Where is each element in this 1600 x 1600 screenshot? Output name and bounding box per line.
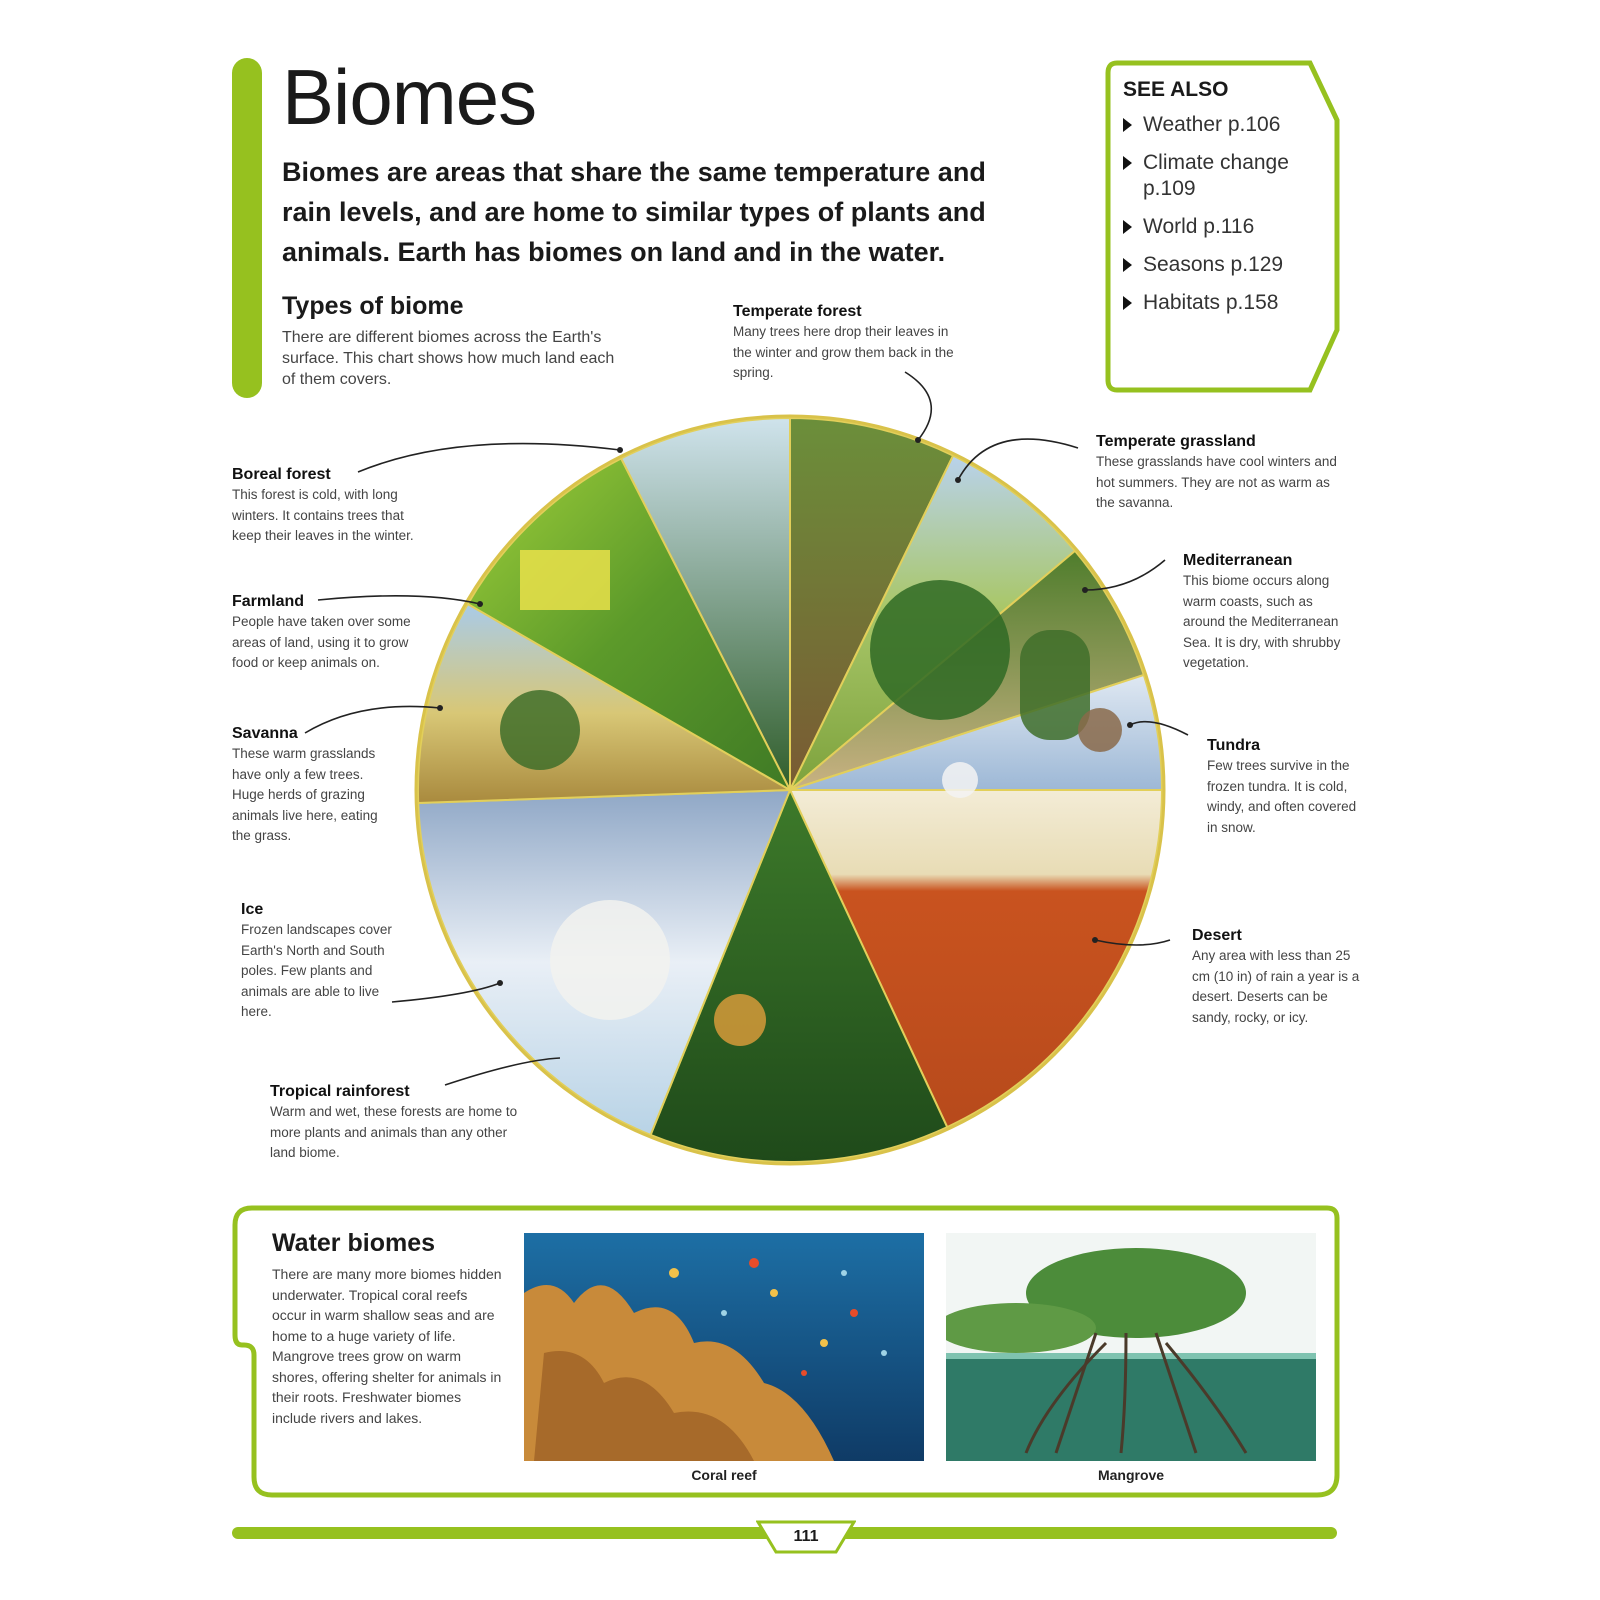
biome-text: People have taken over some areas of land, using it to grow food or keep animals on. xyxy=(232,614,411,670)
types-heading: Types of biome xyxy=(282,292,464,320)
antelope-shape xyxy=(942,762,978,798)
intro-text: Biomes are areas that share the same temperature and rain levels, and are home to similar types of plants and animals. Earth has biomes on land and in the water. xyxy=(282,157,986,267)
see-also-box xyxy=(1105,60,1335,395)
mangrove-caption: Mangrove xyxy=(1097,1467,1165,1483)
acacia-tree-shape xyxy=(500,690,580,770)
water-biomes-panel xyxy=(232,1205,1342,1505)
see-also-link[interactable]: Weather p.106 xyxy=(1119,112,1319,138)
biome-text: This biome occurs along warm coasts, such as around the Mediterranean Sea. It is dry, with shrubby vegetation. xyxy=(1183,573,1341,670)
biome-name: Mediterranean xyxy=(1183,552,1293,569)
see-also-link[interactable]: World p.116 xyxy=(1119,214,1319,240)
arrow-right-icon xyxy=(1123,118,1132,132)
field-shape xyxy=(520,550,610,610)
title-accent-bar xyxy=(232,58,262,398)
biome-text: These warm grasslands have only a few trees. Huge herds of grazing animals live here, eating the grass. xyxy=(232,746,378,843)
water-text-block xyxy=(272,1229,502,1428)
biome-text: These grasslands have cool winters and hot summers. They are not as warm as the savanna. xyxy=(1096,454,1337,510)
reindeer-shape xyxy=(1078,708,1122,752)
biome-name: Tropical rainforest xyxy=(270,1083,410,1100)
water-text: There are many more biomes hidden underwater. Tropical coral reefs occur in warm shallow seas and are home to a huge variety of life. Mangrove trees grow on warm shores, offering shelter for animals in their roots. Freshwater biomes include rivers and lakes. xyxy=(272,1266,502,1426)
biome-name: Temperate forest xyxy=(733,303,862,320)
see-also-link[interactable]: Seasons p.129 xyxy=(1119,252,1319,278)
polar-bear-shape xyxy=(550,900,670,1020)
biome-name: Savanna xyxy=(232,725,298,742)
types-section xyxy=(282,292,627,390)
label-desert xyxy=(1192,926,1367,1028)
types-text: There are different biomes across the Earth's surface. This chart shows how much land each of them covers. xyxy=(282,329,615,388)
biome-text: Warm and wet, these forests are home to more plants and animals than any other land biome. xyxy=(270,1104,518,1160)
biome-text: Frozen landscapes cover Earth's North and South poles. Few plants and animals are able to live here. xyxy=(241,922,392,1019)
arrow-right-icon xyxy=(1123,156,1132,170)
arrow-right-icon xyxy=(1123,220,1132,234)
biome-text: Few trees survive in the frozen tundra. It is cold, windy, and often covered in snow. xyxy=(1207,758,1357,835)
biome-name: Boreal forest xyxy=(232,466,331,483)
biome-wheel xyxy=(400,400,1180,1180)
label-temperate-grassland xyxy=(1096,432,1346,514)
biome-name: Tundra xyxy=(1207,737,1261,754)
see-also-heading: SEE ALSO xyxy=(1123,78,1229,101)
biome-name: Farmland xyxy=(232,593,305,610)
label-mediterranean xyxy=(1183,551,1343,674)
see-also-link[interactable]: Climate change p.109 xyxy=(1119,150,1319,202)
biome-name: Temperate grassland xyxy=(1096,433,1256,450)
coral-reef-caption: Coral reef xyxy=(691,1467,757,1483)
label-savanna xyxy=(232,724,397,847)
label-ice xyxy=(241,900,411,1023)
arrow-right-icon xyxy=(1123,258,1132,272)
wheel-slices xyxy=(418,418,1162,1162)
arrow-right-icon xyxy=(1123,296,1132,310)
coral-reef-photo xyxy=(524,1233,924,1461)
label-tropical-rainforest xyxy=(270,1082,525,1164)
water-heading: Water biomes xyxy=(272,1229,436,1257)
jaguar-shape xyxy=(714,994,766,1046)
see-also-link[interactable]: Habitats p.158 xyxy=(1119,290,1319,316)
biome-name: Desert xyxy=(1192,927,1242,944)
label-farmland xyxy=(232,592,432,674)
tree-canopy-shape xyxy=(870,580,1010,720)
label-boreal-forest xyxy=(232,465,422,547)
see-also-list xyxy=(1119,112,1319,328)
biome-text: Any area with less than 25 cm (10 in) of rain a year is a desert. Deserts can be sandy, rocky, or icy. xyxy=(1192,948,1360,1025)
biome-name: Ice xyxy=(241,901,264,918)
label-tundra xyxy=(1207,736,1357,838)
biome-text: This forest is cold, with long winters. It contains trees that keep their leaves in the winter. xyxy=(232,487,414,543)
biome-text: Many trees here drop their leaves in the winter and grow them back in the spring. xyxy=(733,324,954,380)
label-temperate-forest xyxy=(733,302,963,384)
mangrove-photo xyxy=(946,1233,1316,1461)
page-title: Biomes xyxy=(282,53,537,141)
page-number: 111 xyxy=(793,1528,819,1545)
